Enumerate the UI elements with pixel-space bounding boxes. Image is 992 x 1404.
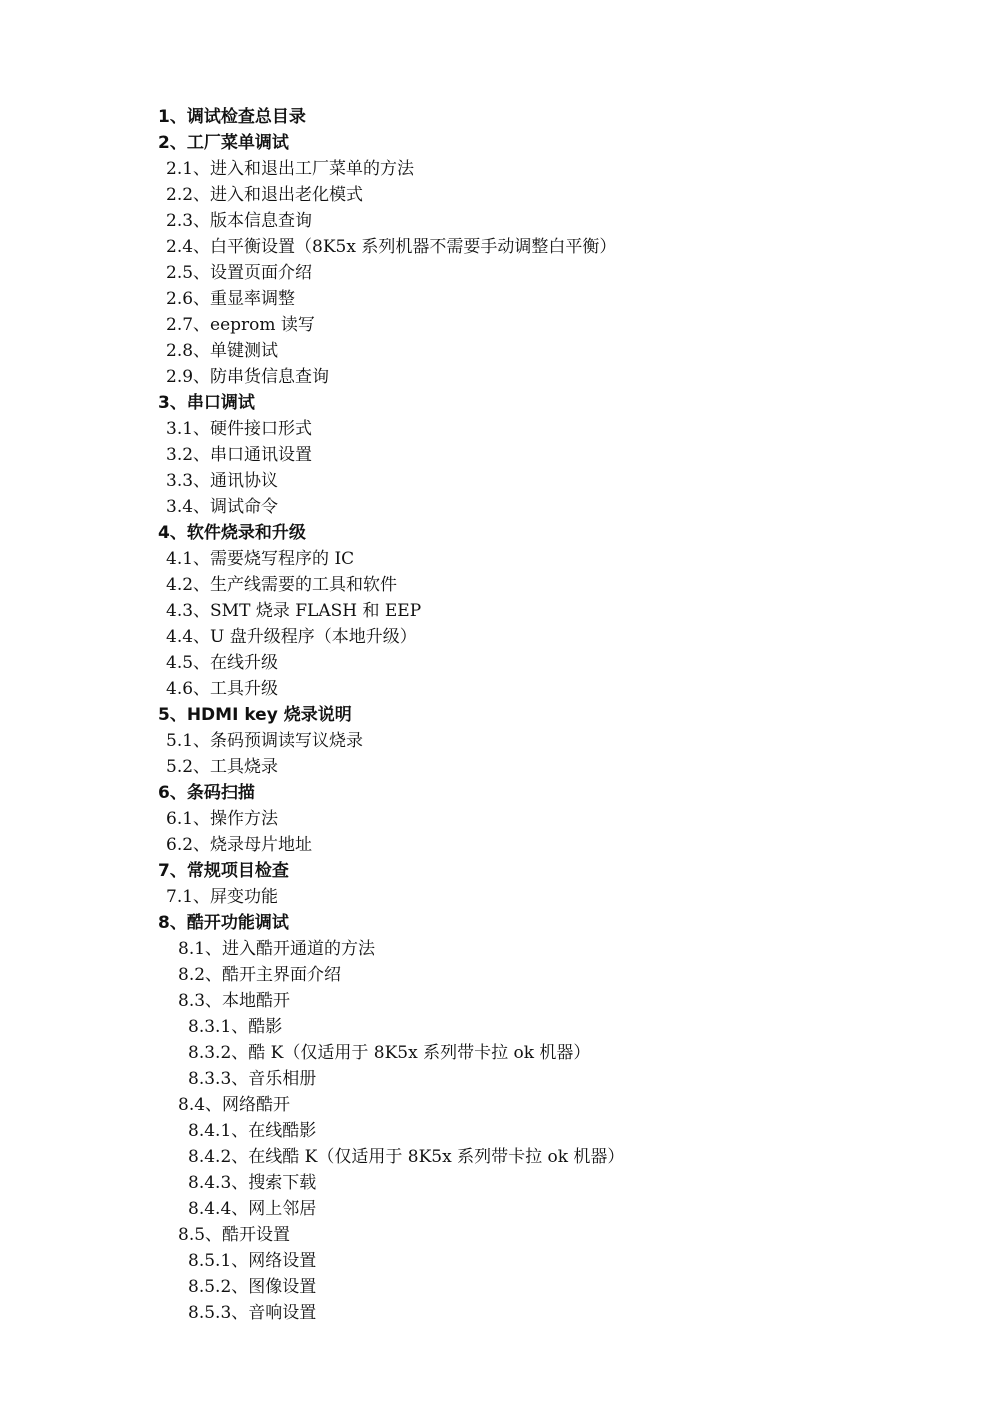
toc-chapter: 6、条码扫描 [158, 783, 255, 803]
toc-chapter: 7、常规项目检查 [158, 861, 289, 881]
toc-section: 4.6、工具升级 [166, 679, 279, 699]
toc-chapter: 1、调试检查总目录 [158, 107, 306, 127]
toc-subsubsection: 8.5.1、网络设置 [188, 1251, 317, 1271]
toc-section: 2.7、eeprom 读写 [166, 315, 315, 335]
toc-section: 3.3、通讯协议 [166, 471, 279, 491]
toc-subsubsection: 8.3.3、音乐相册 [188, 1069, 317, 1089]
toc-section: 3.1、硬件接口形式 [166, 419, 313, 439]
toc-chapter: 8、酷开功能调试 [158, 913, 289, 933]
toc-chapter: 4、软件烧录和升级 [158, 523, 306, 543]
toc-section: 8.5、酷开设置 [178, 1225, 291, 1245]
toc-section: 8.1、进入酷开通道的方法 [178, 939, 376, 959]
toc-section: 6.1、操作方法 [166, 809, 279, 829]
toc-subsubsection: 8.5.2、图像设置 [188, 1277, 317, 1297]
toc-section: 4.5、在线升级 [166, 653, 279, 673]
toc-chapter: 3、串口调试 [158, 393, 255, 413]
toc-subsubsection: 8.4.3、搜索下载 [188, 1173, 317, 1193]
toc-section: 4.2、生产线需要的工具和软件 [166, 575, 398, 595]
toc-section: 5.2、工具烧录 [166, 757, 279, 777]
toc-section: 5.1、条码预调读写议烧录 [166, 731, 364, 751]
toc-subsubsection: 8.4.4、网上邻居 [188, 1199, 317, 1219]
toc-section: 2.2、进入和退出老化模式 [166, 185, 364, 205]
toc-section: 4.1、需要烧写程序的 IC [166, 549, 355, 569]
toc-subsubsection: 8.3.2、酷 K（仅适用于 8K5x 系列带卡拉 ok 机器） [188, 1043, 591, 1063]
toc-subsubsection: 8.3.1、酷影 [188, 1017, 283, 1037]
toc-section: 3.4、调试命令 [166, 497, 279, 517]
toc-section: 4.3、SMT 烧录 FLASH 和 EEP [166, 601, 422, 621]
toc-section: 8.3、本地酷开 [178, 991, 291, 1011]
toc-subsubsection: 8.4.2、在线酷 K（仅适用于 8K5x 系列带卡拉 ok 机器） [188, 1147, 625, 1167]
toc-section: 2.9、防串货信息查询 [166, 367, 330, 387]
toc-chapter: 5、HDMI key 烧录说明 [158, 705, 352, 725]
toc-subsubsection: 8.5.3、音响设置 [188, 1303, 317, 1323]
toc-section: 4.4、U 盘升级程序（本地升级） [166, 627, 417, 647]
toc-section: 2.1、进入和退出工厂菜单的方法 [166, 159, 415, 179]
toc-section: 8.4、网络酷开 [178, 1095, 291, 1115]
toc-section: 6.2、烧录母片地址 [166, 835, 313, 855]
toc-section: 2.8、单键测试 [166, 341, 279, 361]
toc-section: 8.2、酷开主界面介绍 [178, 965, 342, 985]
toc-section: 2.5、设置页面介绍 [166, 263, 313, 283]
toc-section: 2.6、重显率调整 [166, 289, 296, 309]
toc-section: 3.2、串口通讯设置 [166, 445, 313, 465]
toc-section: 2.4、白平衡设置（8K5x 系列机器不需要手动调整白平衡） [166, 237, 617, 257]
toc-section: 2.3、版本信息查询 [166, 211, 313, 231]
toc-section: 7.1、屏变功能 [166, 887, 279, 907]
toc-chapter: 2、工厂菜单调试 [158, 133, 289, 153]
toc-subsubsection: 8.4.1、在线酷影 [188, 1121, 317, 1141]
table-of-contents [158, 104, 624, 1326]
